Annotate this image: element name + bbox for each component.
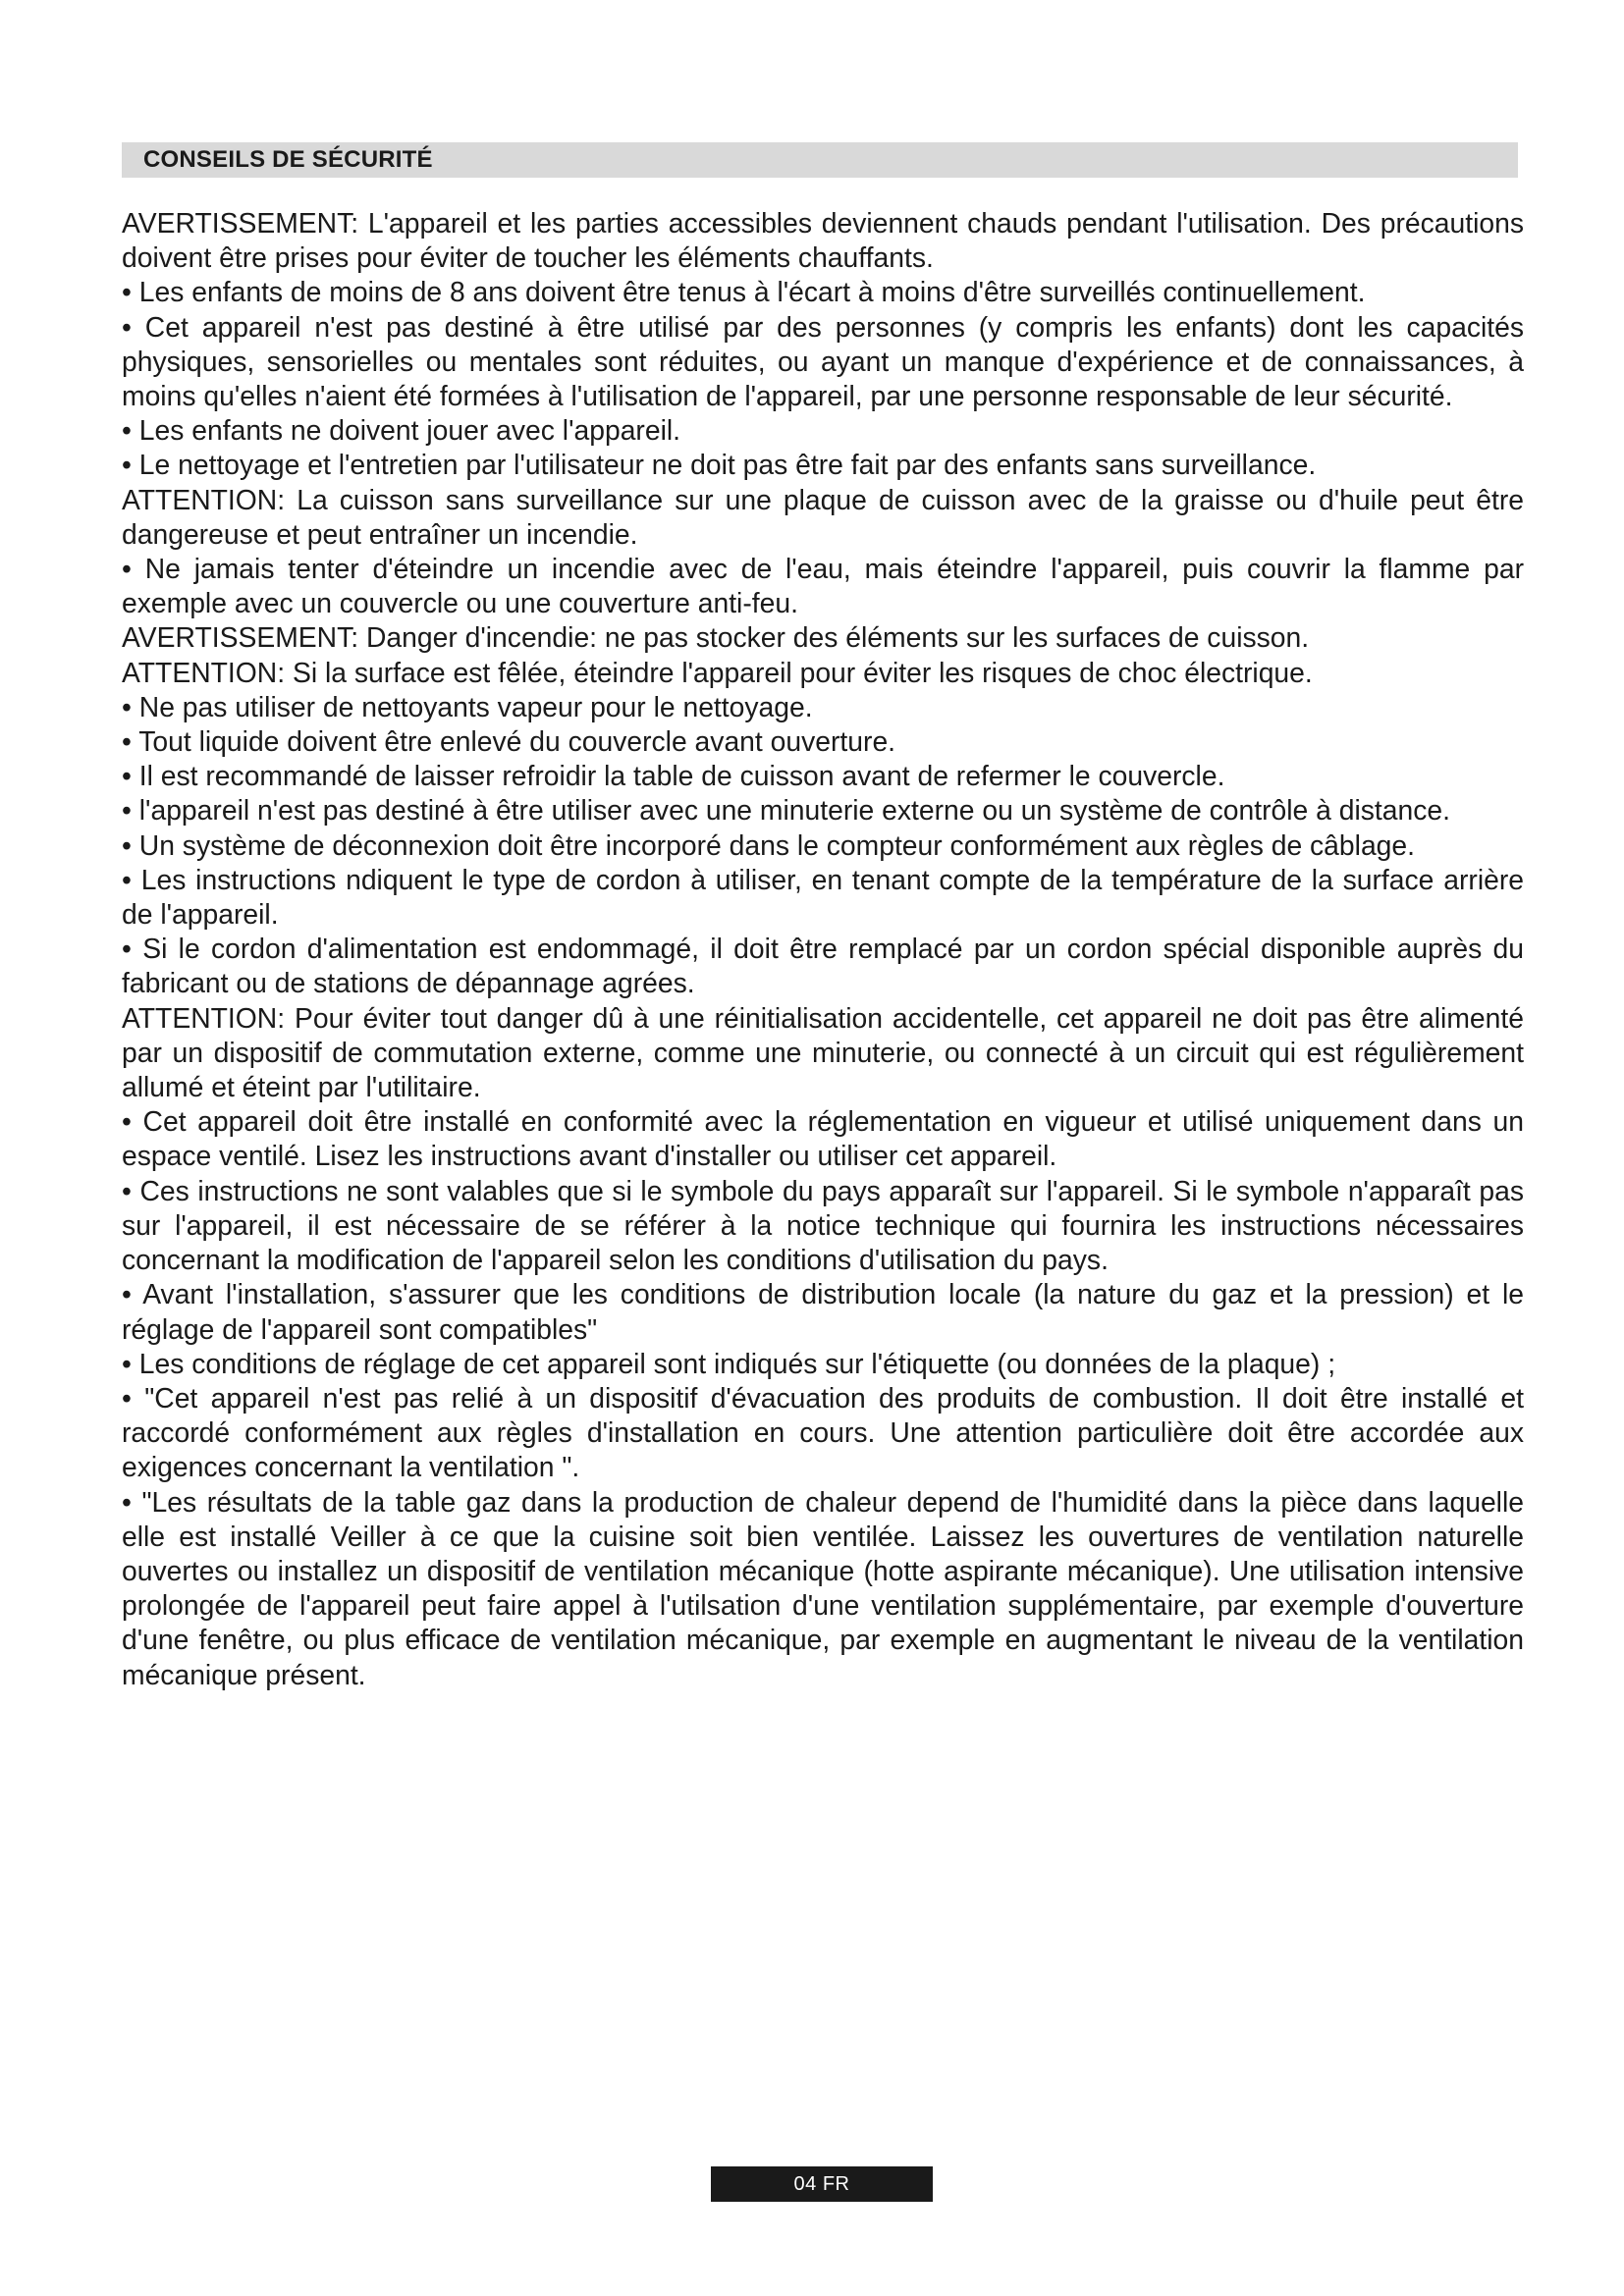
- section-header-bar: [122, 142, 1518, 178]
- paragraph: • Si le cordon d'alimentation est endommagé, il doit être remplacé par un cordon spécial disponible auprès du fabricant ou de stations de dépannage agrées.: [122, 933, 1524, 999]
- paragraph: ATTENTION: Si la surface est fêlée, éteindre l'appareil pour éviter les risques de choc électrique.: [122, 656, 1313, 688]
- paragraph: • Les conditions de réglage de cet appareil sont indiqués sur l'étiquette (ou données de la plaque) ;: [122, 1347, 1336, 1379]
- paragraph: • Avant l'installation, s'assurer que les conditions de distribution locale (la nature du gaz et la pression) et le réglage de l'appareil sont compatibles": [122, 1278, 1524, 1345]
- paragraph: ATTENTION: La cuisson sans surveillance sur une plaque de cuisson avec de la graisse ou d'huile peut être dangereuse et peut entraîner un incendie.: [122, 483, 1524, 550]
- paragraph: • l'appareil n'est pas destiné à être utiliser avec une minuterie externe ou un système de contrôle à distance.: [122, 794, 1451, 827]
- paragraph: AVERTISSEMENT: Danger d'incendie: ne pas stocker des éléments sur les surfaces de cuisson.: [122, 621, 1310, 654]
- paragraph: • Ne jamais tenter d'éteindre un incendie avec de l'eau, mais éteindre l'appareil, puis couvrir la flamme par exemple avec un couvercle ou une couverture anti-feu.: [122, 553, 1524, 619]
- paragraph: • Le nettoyage et l'entretien par l'utilisateur ne doit pas être fait par des enfants sans surveillance.: [122, 449, 1317, 481]
- paragraph: • Cet appareil n'est pas destiné à être utilisé par des personnes (y compris les enfants) dont les capacités physiques, sensorielles ou mentales sont réduites, ou ayant un manque d'expérience et de connaissances, à moins qu'elles n'aient été formées à l'utilisation de l'appareil, par une personne responsable de leur sécurité.: [122, 310, 1524, 412]
- paragraph: • Tout liquide doivent être enlevé du couvercle avant ouverture.: [122, 725, 896, 758]
- paragraph: • Les instructions ndiquent le type de cordon à utiliser, en tenant compte de la température de la surface arrière de l'appareil.: [122, 863, 1524, 931]
- page-number-badge: 04 FR: [711, 2166, 933, 2202]
- paragraph: • Cet appareil doit être installé en conformité avec la réglementation en vigueur et utilisé uniquement dans un espace ventilé. Lisez les instructions avant d'installer ou utiliser cet appareil.: [122, 1105, 1524, 1172]
- paragraph: • Il est recommandé de laisser refroidir la table de cuisson avant de refermer le couvercle.: [122, 760, 1225, 792]
- paragraph: • Un système de déconnexion doit être incorporé dans le compteur conformément aux règles de câblage.: [122, 828, 1416, 861]
- paragraph: • Les enfants ne doivent jouer avec l'appareil.: [122, 414, 681, 447]
- paragraph: ATTENTION: Pour éviter tout danger dû à une réinitialisation accidentelle, cet appareil ne doit pas être alimenté par un dispositif de commutation externe, comme une minuterie, ou connecté à un circuit qui est régulièrement allumé et éteint par l'utilitaire.: [122, 1001, 1524, 1103]
- paragraph: • "Les résultats de la table gaz dans la production de chaleur depend de l'humidité dans la pièce dans laquelle elle est installé Veiller à ce que la cuisine soit bien ventilée. Laissez les ouvertures de ventilation naturelle ouvertes ou installez un dispositif de ventilation mécanique (hotte aspirante mécanique). Une utilisation intensive prolongée de l'appareil peut faire appel à l'utilsation d'une ventilation supplémentaire, par exemple d'ouverture d'une fenêtre, ou plus efficace de ventilation mécanique, par exemple en augmentant le niveau de la ventilation mécanique présent.: [122, 1485, 1524, 1690]
- paragraph: AVERTISSEMENT: L'appareil et les parties accessibles deviennent chauds pendant l'utilisation. Des précautions doivent être prises pour éviter de toucher les éléments chauffants.: [122, 207, 1524, 274]
- paragraph: • Ces instructions ne sont valables que si le symbole du pays apparaît sur l'appareil. Si le symbole n'apparaît pas sur l'appareil, il est nécessaire de se référer à la notice technique qui fournira les instructions nécessaires concernant la modification de l'appareil selon les conditions d'utilisation du pays.: [122, 1174, 1524, 1276]
- paragraph: • Les enfants de moins de 8 ans doivent être tenus à l'écart à moins d'être surveillés continuellement.: [122, 276, 1366, 308]
- paragraph: • Ne pas utiliser de nettoyants vapeur pour le nettoyage.: [122, 690, 813, 722]
- safety-text-body: [122, 206, 1524, 1692]
- section-title: CONSEILS DE SÉCURITÉ: [143, 146, 433, 173]
- paragraph: • "Cet appareil n'est pas relié à un dispositif d'évacuation des produits de combustion. Il doit être installé et raccordé conformément aux règles d'installation en cours. Une attention particulière doit être accordée aux exigences concernant la ventilation ".: [122, 1381, 1524, 1483]
